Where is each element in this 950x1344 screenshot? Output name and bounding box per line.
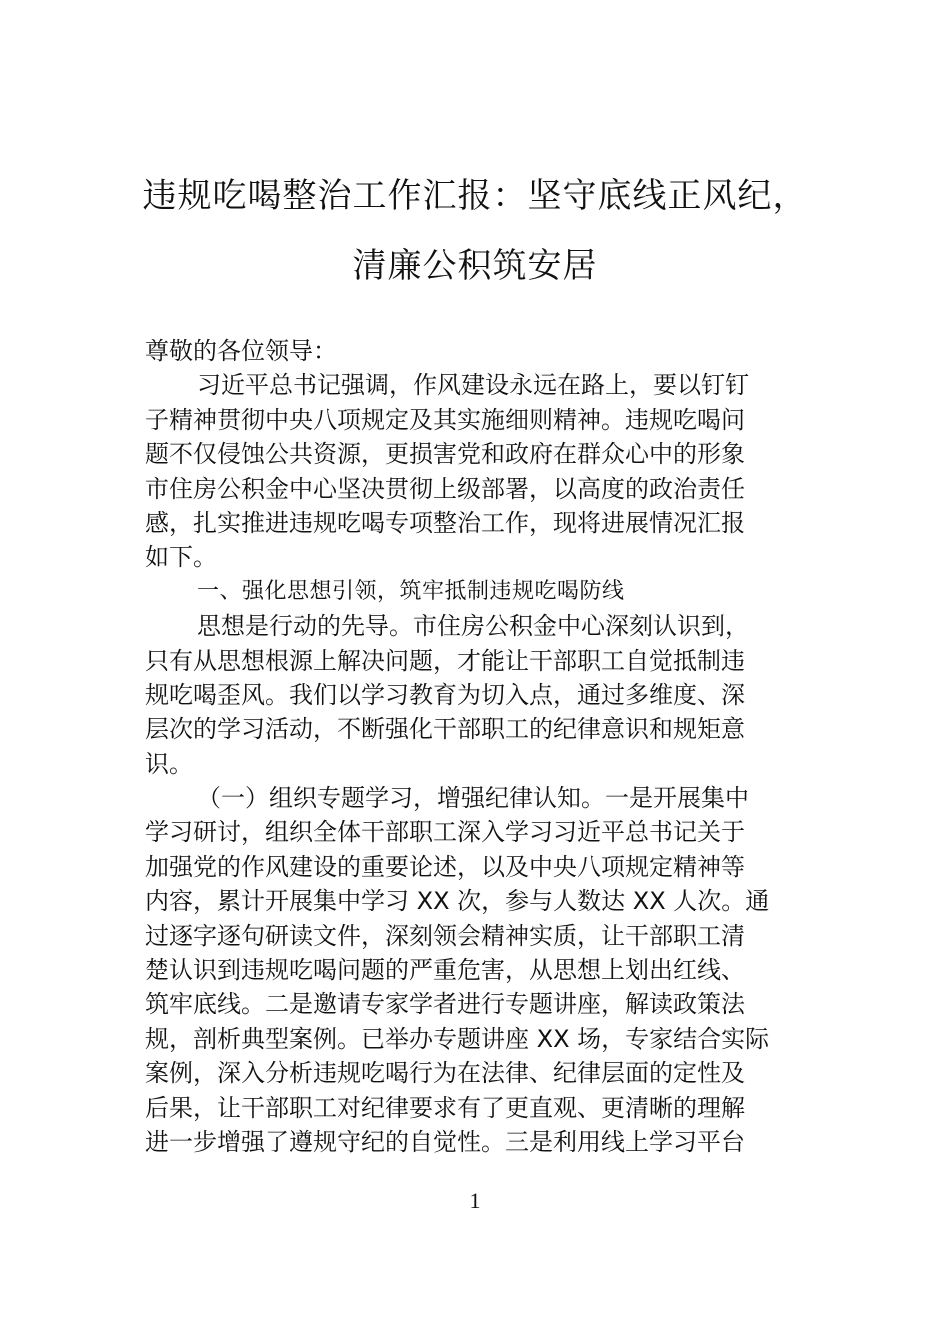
paragraph-line: 楚认识到违规吃喝问题的严重危害，从思想上划出红线、	[145, 956, 745, 985]
document-title-line-1: 违规吃喝整治工作汇报：坚守底线正风纪，	[142, 176, 808, 216]
paragraph-line: 如下。	[145, 543, 217, 572]
paragraph-line: 市住房公积金中心坚决贯彻上级部署，以高度的政治责任	[145, 474, 745, 503]
paragraph-line: 思想是行动的先导。市住房公积金中心深刻认识到，	[197, 612, 749, 641]
paragraph-line: 层次的学习活动，不断强化干部职工的纪律意识和规矩意	[145, 715, 745, 744]
paragraph-line: 学习研讨，组织全体干部职工深入学习习近平总书记关于	[145, 818, 745, 847]
paragraph-line: 案例，深入分析违规吃喝行为在法律、纪律层面的定性及	[145, 1059, 745, 1088]
paragraph-line: 只有从思想根源上解决问题，才能让干部职工自觉抵制违	[145, 646, 745, 675]
paragraph-line: 后果，让干部职工对纪律要求有了更直观、更清晰的理解	[145, 1093, 745, 1122]
paragraph-line: 加强党的作风建设的重要论述，以及中央八项规定精神等	[145, 852, 745, 881]
salutation: 尊敬的各位领导：	[145, 337, 337, 365]
paragraph-line: 规吃喝歪风。我们以学习教育为切入点，通过多维度、深	[145, 680, 745, 709]
paragraph-line: 规，剖析典型案例。已举办专题讲座 XX 场，专家结合实际	[145, 1024, 770, 1053]
paragraph-line: 习近平总书记强调，作风建设永远在路上，要以钉钉	[197, 371, 749, 400]
section-heading: 一、强化思想引领，筑牢抵制违规吃喝防线	[197, 578, 625, 604]
paragraph-line: 进一步增强了遵规守纪的自觉性。三是利用线上学习平台	[145, 1127, 745, 1156]
paragraph-line: 内容，累计开展集中学习 XX 次，参与人数达 XX 人次。通	[145, 887, 770, 916]
paragraph-line: 过逐字逐句研读文件，深刻领会精神实质，让干部职工清	[145, 921, 745, 950]
page-number: 1	[469, 1188, 481, 1213]
paragraph-line: 筑牢底线。二是邀请专家学者进行专题讲座，解读政策法	[145, 990, 745, 1019]
paragraph-line: 识。	[145, 749, 193, 778]
document-body	[145, 334, 809, 1159]
paragraph-line: 题不仅侵蚀公共资源，更损害党和政府在群众心中的形象	[145, 440, 745, 469]
document-title-line-2: 清廉公积筑安居	[352, 246, 598, 286]
paragraph-line: 子精神贯彻中央八项规定及其实施细则精神。违规吃喝问	[145, 405, 745, 434]
paragraph-line: 感，扎实推进违规吃喝专项整治工作，现将进展情况汇报	[145, 508, 745, 537]
subsection-line: （一）组织专题学习，增强纪律认知。一是开展集中	[197, 784, 749, 813]
